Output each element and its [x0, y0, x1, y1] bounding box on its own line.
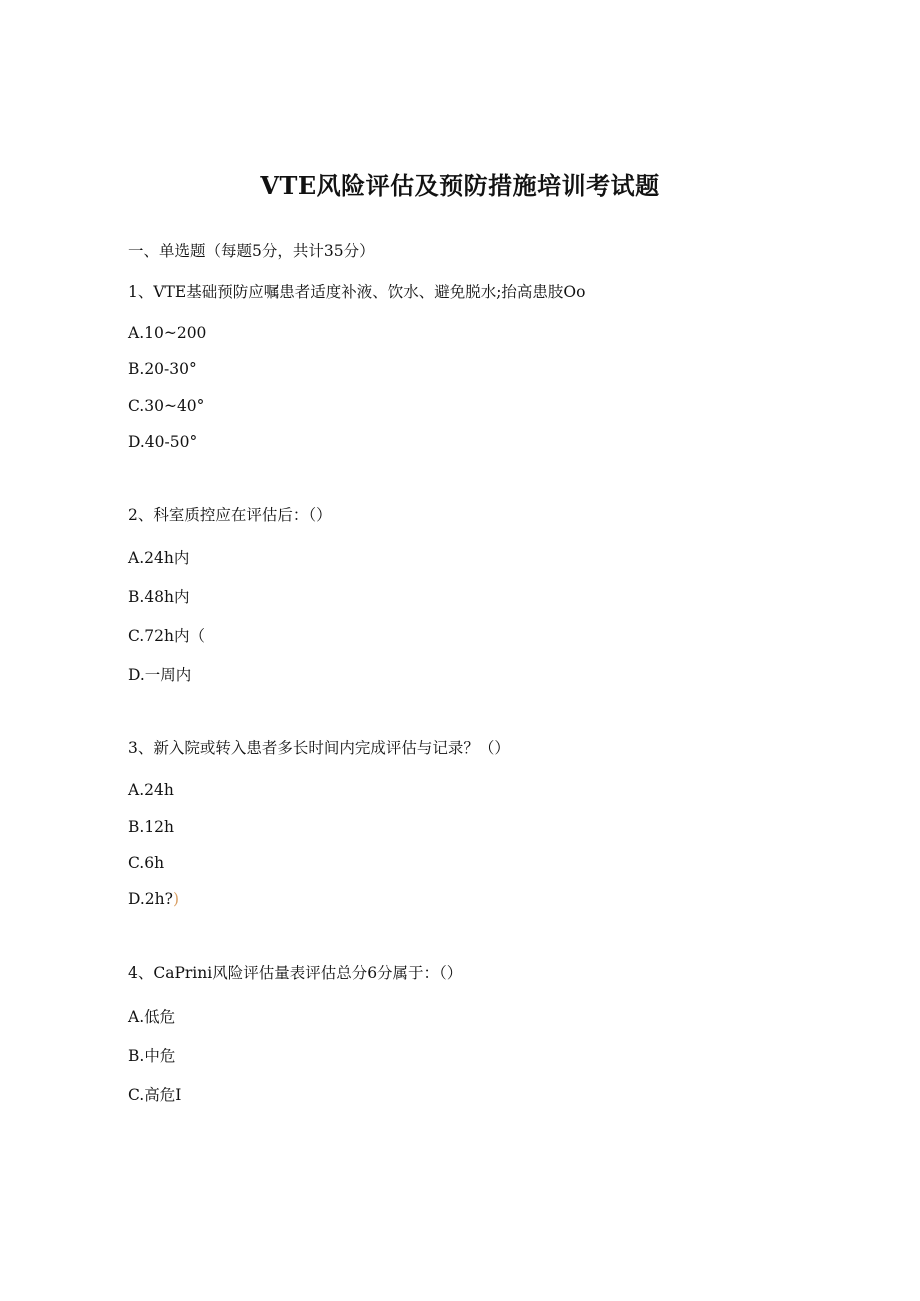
section-heading: 一、单选题（每题5分，共计35分）	[128, 242, 375, 260]
question-2-stem: 2、科室质控应在评估后：（）	[128, 506, 332, 524]
question-3-option-a: A.24h	[128, 781, 174, 799]
question-4-option-a: A.低危	[128, 1008, 176, 1026]
question-1-option-b: B.20-30°	[128, 360, 197, 378]
question-1-option-d: D.40-50°	[128, 433, 198, 451]
question-1-option-a: A.10~200	[128, 324, 207, 342]
question-4-option-b: B.中危	[128, 1047, 176, 1065]
question-3-option-d: D.2h?	[128, 890, 173, 908]
question-1-stem: 1、VTE基础预防应嘱患者适度补液、饮水、避免脱水;抬高患肢Oo	[128, 283, 586, 301]
question-1-option-c: C.30~40°	[128, 397, 205, 415]
question-2-option-b: B.48h内	[128, 588, 190, 606]
question-2-option-d: D.一周内	[128, 666, 192, 684]
question-4-stem: 4、CaPrini风险评估量表评估总分6分属于：（）	[128, 964, 463, 982]
page-title: VTE风险评估及预防措施培训考试题	[260, 171, 660, 200]
question-3-option-d-line	[128, 889, 179, 909]
question-3-option-c: C.6h	[128, 854, 165, 872]
question-2-option-c: C.72h内（	[128, 627, 205, 645]
question-3-option-b: B.12h	[128, 818, 175, 836]
question-3-stem: 3、新入院或转入患者多长时间内完成评估与记录？（）	[128, 739, 510, 757]
question-4-option-c: C.高危I	[128, 1086, 182, 1104]
question-2-option-a: A.24h内	[128, 549, 190, 567]
question-3-option-d-mark: )	[172, 890, 180, 908]
